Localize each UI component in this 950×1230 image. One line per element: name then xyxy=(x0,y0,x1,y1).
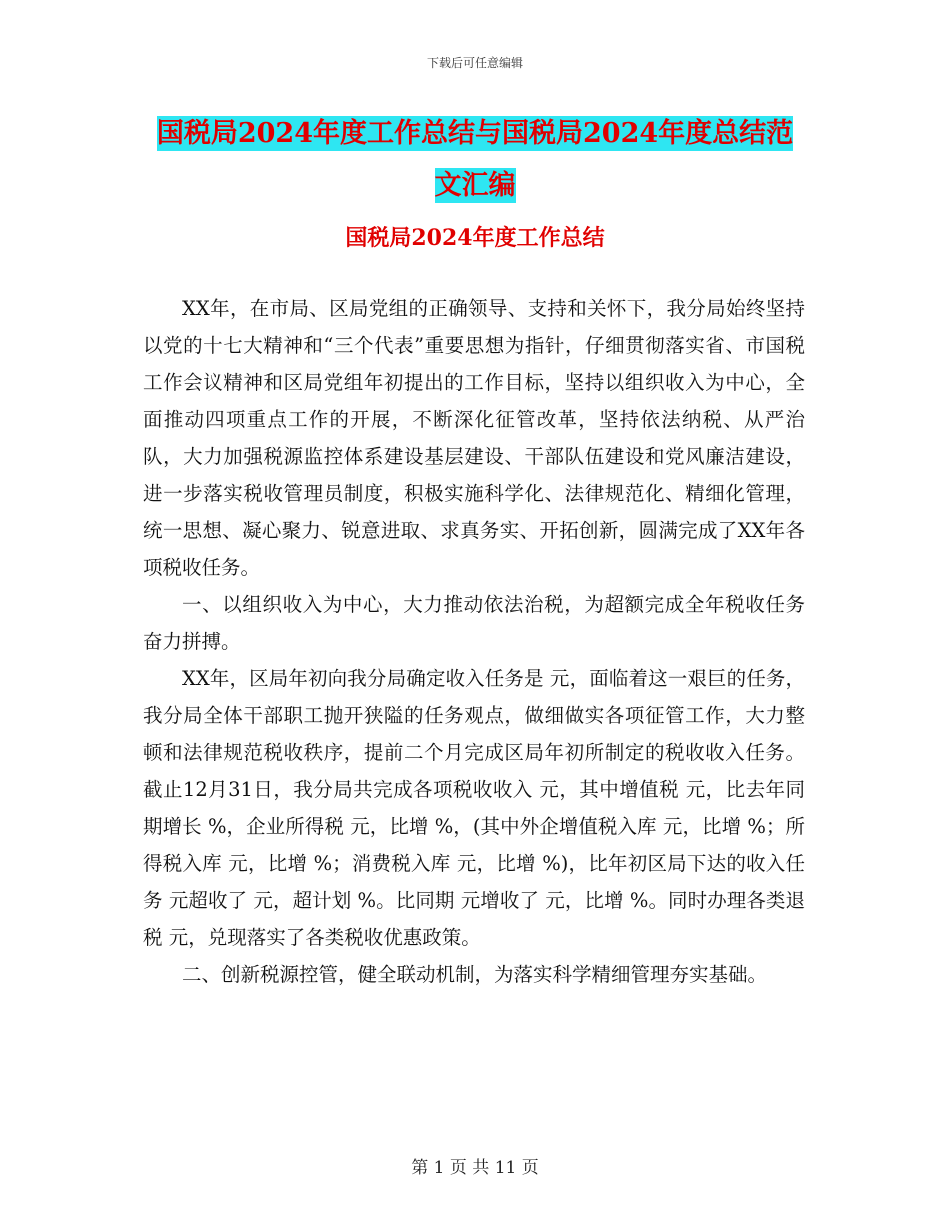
section-title: 国税局2024年度工作总结 xyxy=(345,225,605,251)
document-title-line-2: 文汇编 xyxy=(434,170,516,201)
paragraph: 二、创新税源控管，健全联动机制，为落实科学精细管理夯实基础。 xyxy=(182,963,768,986)
body-text xyxy=(143,290,805,993)
document-title xyxy=(150,108,800,212)
header-note: 下载后可任意编辑 xyxy=(426,56,523,70)
paragraph: 一、以组织收入为中心，大力推动依法治税，为超额完成全年税收任务奋力拼搏。 xyxy=(143,593,805,653)
document-title-line-1: 国税局2024年度工作总结与国税局2024年度总结范 xyxy=(156,118,794,149)
paragraph: XX年，区局年初向我分局确定收入任务是 元，面临着这一艰巨的任务，我分局全体干部职工抛开狭隘的任务观点，做细做实各项征管工作，大力整顿和法律规范税收秩序，提前二个月完成区局年初所制定的税收收入任务。截止12月31日，我分局共完成各项税收收入 元，其中增值税 元，比去年同期增长 %，企业所得税 元，比增 %，(其中外企增值税入库 元，比增 %；所得税入库 元，比增 %；消费税入库 元，比增 %)，比年初区局下达的收入任务 元超收了 元，超计划 %。比同期 元增收了 元，比增 %。同时办理各类退税 元，兑现落实了各类税收优惠政策。 xyxy=(143,667,805,949)
page-footer: 第 1 页 共 11 页 xyxy=(411,1158,539,1178)
paragraph: XX年，在市局、区局党组的正确领导、支持和关怀下，我分局始终坚持以党的十七大精神和“三个代表”重要思想为指针，仔细贯彻落实省、市国税工作会议精神和区局党组年初提出的工作目标，坚持以组织收入为中心，全面推动四项重点工作的开展，不断深化征管改革，坚持依法纳税、从严治队，大力加强税源监控体系建设基层建设、干部队伍建设和党风廉洁建设，进一步落实税收管理员制度，积极实施科学化、法律规范化、精细化管理，统一思想、凝心聚力、锐意进取、求真务实、开拓创新，圆满完成了XX年各项税收任务。 xyxy=(143,297,805,579)
